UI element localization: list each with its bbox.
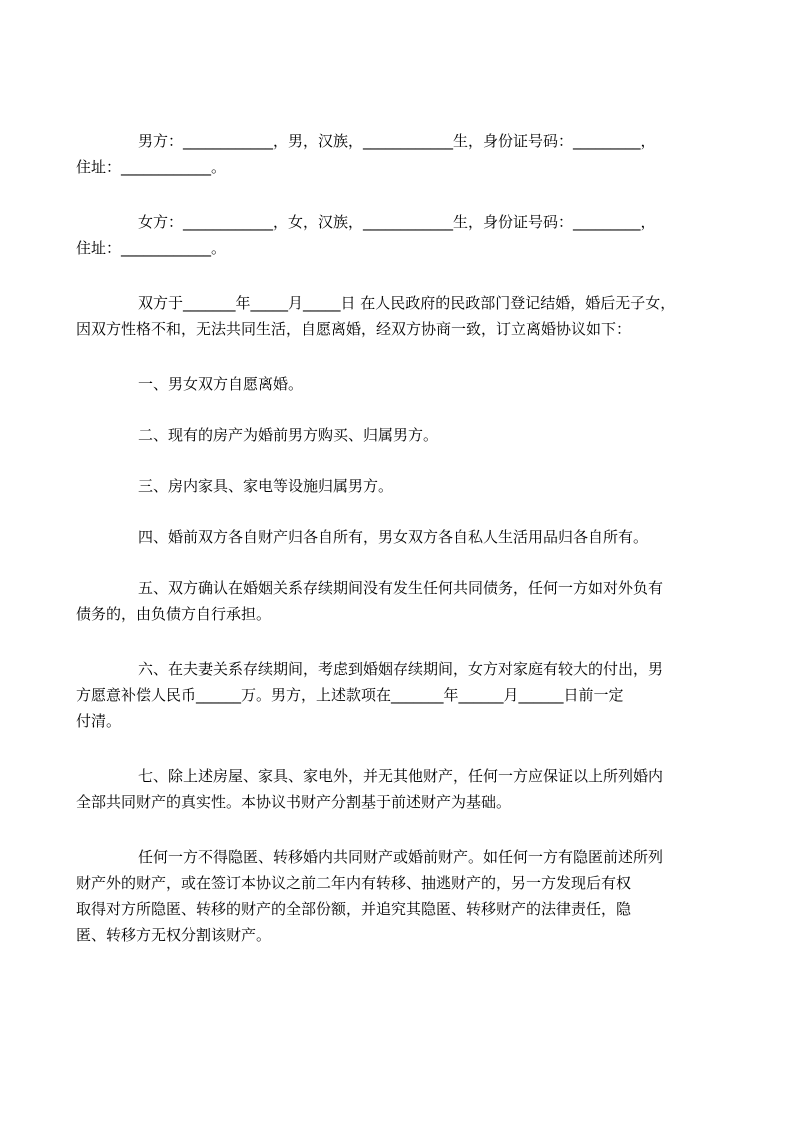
text-line: 因双方性格不和，无法共同生活，自愿离婚，经双方协商一致，订立离婚协议如下： (76, 320, 632, 338)
text-line: 六、在夫妻关系存续期间，考虑到婚姻存续期间，女方对家庭有较大的付出，男 (138, 660, 664, 678)
text-line: 女方：____________，女，汉族，____________生，身份证号码：_________， (138, 213, 656, 231)
text-line: 二、现有的房产为婚前男方购买、归属男方。 (138, 426, 439, 444)
text-line: 四、婚前双方各自财产归各自所有，男女双方各自私人生活用品归各自所有。 (138, 528, 649, 546)
text-line: 方愿意补偿人民币______万。男方，上述款项在_______年______月______日前一定 (76, 686, 624, 704)
clause-3 (107, 473, 703, 499)
text-line: 双方于_______年_____月_____日 在人民政府的民政部门登记结婚，婚后无子女， (138, 294, 676, 312)
text-line: 匿、转移方无权分割该财产。 (76, 926, 272, 944)
clause-4 (107, 524, 703, 550)
clause-6 (76, 656, 703, 734)
clause-asset-concealment (76, 844, 703, 948)
text-line: 三、房内家具、家电等设施归属男方。 (138, 477, 394, 495)
text-line: 一、男女双方自愿离婚。 (138, 375, 304, 393)
text-line: 全部共同财产的真实性。本协议书财产分割基于前述财产为基础。 (76, 793, 512, 811)
text-line: 住址：____________。 (76, 239, 227, 257)
text-line: 付清。 (76, 712, 122, 730)
text-line: 五、双方确认在婚姻关系存续期间没有发生任何共同债务，任何一方如对外负有 (138, 579, 664, 597)
paragraph-husband-info (76, 128, 703, 180)
text-line: 任何一方不得隐匿、转移婚内共同财产或婚前财产。如任何一方有隐匿前述所列 (138, 848, 664, 866)
text-line: 取得对方所隐匿、转移的财产的全部份额，并追究其隐匿、转移财产的法律责任，隐 (76, 900, 632, 918)
agreement-body (76, 128, 703, 977)
text-line: 债务的，由负债方自行承担。 (76, 605, 272, 623)
paragraph-marriage-registration (76, 290, 703, 342)
paragraph-wife-info (76, 209, 703, 261)
text-line: 男方：____________，男，汉族，____________生，身份证号码：_________， (138, 132, 656, 150)
clause-7 (76, 763, 703, 815)
text-line: 财产外的财产，或在签订本协议之前二年内有转移、抽逃财产的，另一方发现后有权 (76, 874, 632, 892)
clause-2 (107, 422, 703, 448)
clause-5 (76, 575, 703, 627)
text-line: 住址：____________。 (76, 158, 227, 176)
text-line: 七、除上述房屋、家具、家电外，并无其他财产，任何一方应保证以上所列婚内 (138, 767, 664, 785)
clause-1 (107, 371, 703, 397)
